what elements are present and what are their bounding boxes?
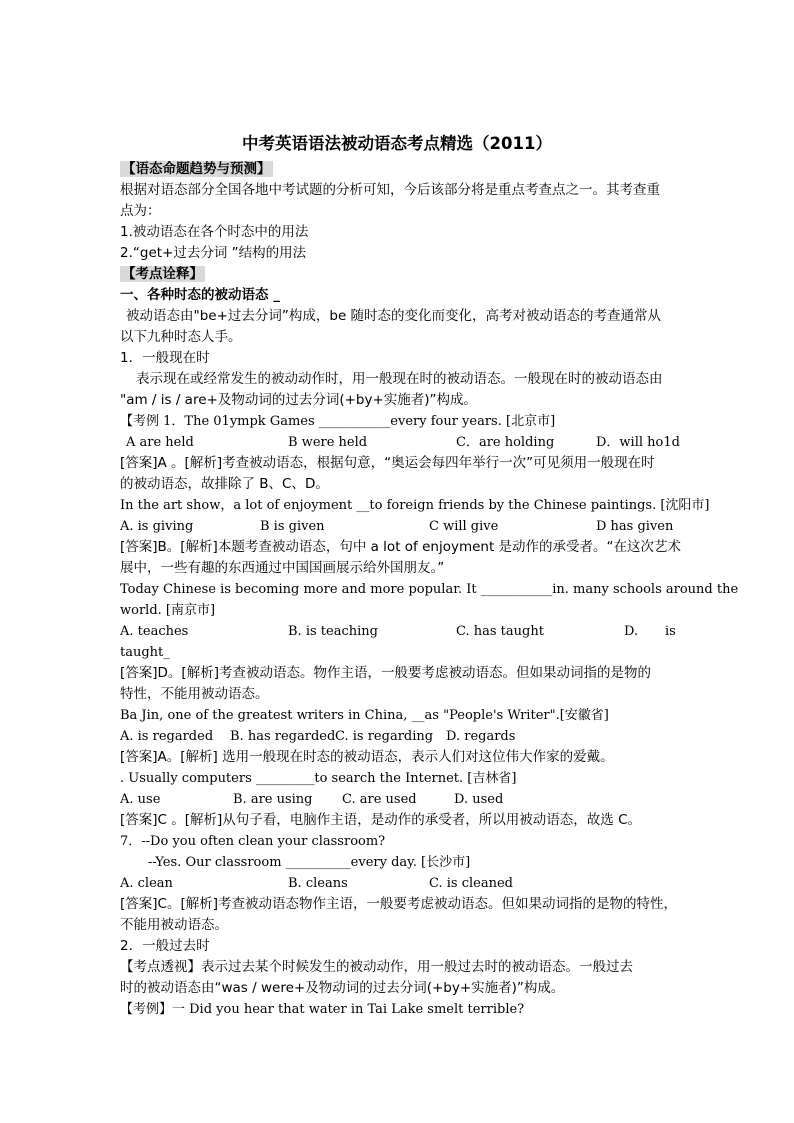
question-7: 【考例】一 Did you hear that water in Tai Lake smelt terrible? [120, 1002, 525, 1017]
answer-1-line2: 的被动语态，故排除了 B、C、D。 [120, 476, 329, 492]
option: B. is teaching [288, 624, 378, 639]
question-2: In the art show，a lot of enjoyment __to foreign friends by the Chinese paintings. [沈阳市] [120, 498, 710, 513]
option: A. is giving [120, 519, 194, 534]
section-header-explain: 【考点诠释】 [122, 266, 203, 282]
simple-past-desc-line2: 时的被动语态由“was / were+及物动词的过去分词(+by+实施者)”构成。 [120, 980, 565, 996]
question-6-line1: 7．--Do you often clean your classroom? [120, 834, 386, 849]
option: C. is cleaned [429, 876, 513, 891]
option: A. use [120, 792, 161, 807]
question-3-line2: world. [南京市] [120, 603, 216, 618]
option: D. used [454, 792, 504, 807]
answer-5: [答案]C 。[解析]从句子看，电脑作主语，是动作的承受者，所以用被动语态，故选 C。 [120, 812, 642, 828]
simple-present-desc-line1: 表示现在或经常发生的被动动作时，用一般现在时的被动语态。一般现在时的被动语态由 [136, 371, 663, 387]
question-5: . Usually computers _________to search the Internet. [吉林省] [120, 771, 517, 786]
subheading-simple-present: 1．一般现在时 [120, 350, 210, 366]
question-1: 【考例 1．The 01ympk Games ___________every four years. [北京市] [120, 414, 556, 429]
question-3-line3: taught_ [120, 645, 170, 660]
answer-6-line1: [答案]C。[解析]考查被动语态物作主语，一般要考虑被动语态。但如果动词指的是物的特性， [120, 896, 677, 912]
option: C. has taught [456, 624, 544, 639]
option: D. regards [446, 729, 516, 744]
answer-1-line1: [答案]A 。[解析]考查被动语态，根据句意，“奥运会每四年举行一次”可见须用一般现在时 [120, 455, 655, 471]
option: A. clean [120, 876, 173, 891]
option: A. is regarded [120, 729, 214, 744]
question-6-line2: --Yes. Our classroom __________every day. [长沙市] [148, 855, 471, 870]
option: is [665, 624, 676, 639]
intro-line2: 以下九种时态人手。 [120, 329, 242, 345]
option: D．will ho1d [596, 435, 680, 450]
trend-item-1: 1.被动语态在各个时态中的用法 [120, 224, 309, 240]
subheading-simple-past: 2．一般过去时 [120, 938, 210, 954]
option: D has given [596, 519, 674, 534]
option: B. cleans [288, 876, 348, 891]
option: B were held [288, 435, 368, 450]
option: D. [624, 624, 639, 639]
option: B. are using [233, 792, 313, 807]
answer-3-line2: 特性，不能用被动语态。 [120, 686, 269, 702]
page-title: 中考英语语法被动语态考点精选（2011） [242, 134, 552, 153]
option: C．are holding [456, 435, 555, 450]
answer-6-line2: 不能用被动语态。 [120, 917, 228, 933]
intro-line1: 被动语态由"be+过去分词”构成，be 随时态的变化而变化，高考对被动语态的考查通常从 [126, 308, 662, 324]
simple-present-desc-line2: "am / is / are+及物动词的过去分词(+by+实施者)”构成。 [120, 392, 478, 408]
option: C. is regarding [335, 729, 434, 744]
question-4: Ba Jin, one of the greatest writers in China, __as "People's Writer".[安徽省] [120, 708, 609, 723]
question-3-line1: Today Chinese is becoming more and more popular. It ___________in. many schools around the [120, 582, 739, 597]
option: A are held [126, 435, 194, 450]
answer-4: [答案]A。[解析] 选用一般现在时态的被动语态，表示人们对这位伟大作家的爱戴。 [120, 749, 614, 765]
simple-past-desc-line1: 【考点透视】表示过去某个时候发生的被动动作，用一般过去时的被动语态。一般过去 [120, 959, 633, 975]
trend-item-2: 2.“get+过去分词 ”结构的用法 [120, 245, 307, 261]
section-header-trend: 【语态命题趋势与预测】 [122, 161, 271, 177]
heading-passive-tenses: 一、各种时态的被动语态 _ [120, 287, 280, 303]
answer-2-line2: 展中，一些有趣的东西通过中国国画展示给外国朋友。” [120, 560, 445, 576]
answer-3-line1: [答案]D。[解析]考查被动语态。物作主语，一般要考虑被动语态。但如果动词指的是物的 [120, 665, 651, 681]
trend-paragraph-line1: 根据对语态部分全国各地中考试题的分析可知，今后该部分将是重点考查点之一。其考查重 [120, 182, 660, 198]
option: B. has regarded [230, 729, 336, 744]
option: C. are used [342, 792, 417, 807]
option: C will give [429, 519, 499, 534]
answer-2-line1: [答案]B。[解析]本题考查被动语态，句中 a lot of enjoyment 是动作的承受者。“在这次艺术 [120, 539, 682, 555]
option: A. teaches [120, 624, 189, 639]
option: B is given [260, 519, 325, 534]
trend-paragraph-line2: 点为： [120, 203, 161, 219]
